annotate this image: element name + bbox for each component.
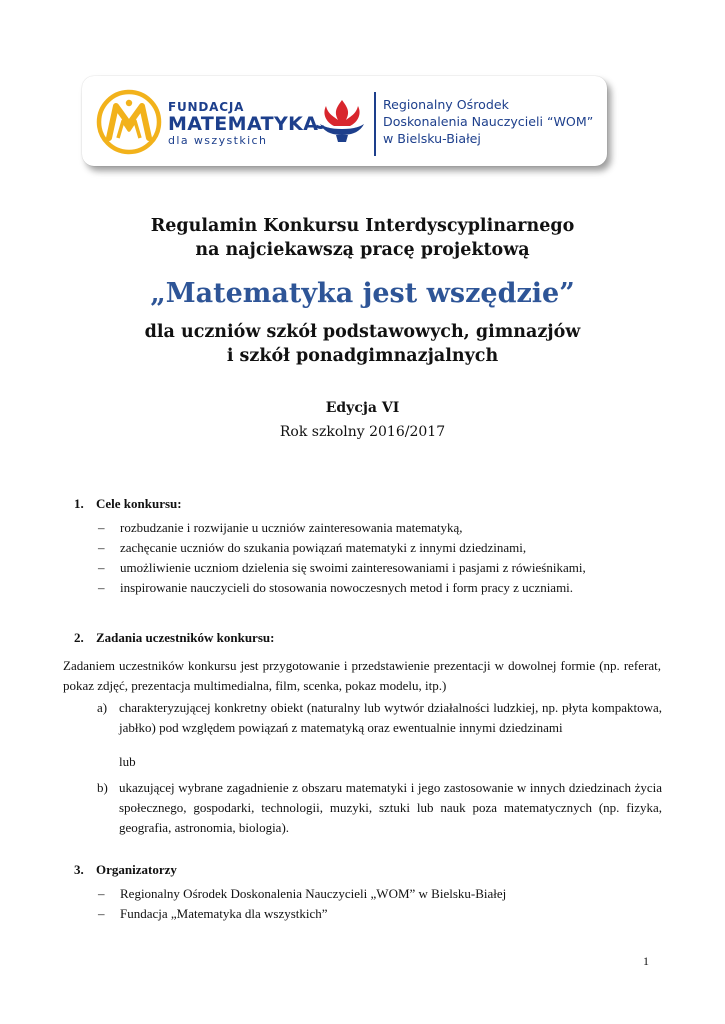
fundacja-m-emblem-icon — [96, 88, 162, 156]
goals-list — [98, 518, 586, 598]
dash-bullet: – — [98, 886, 105, 901]
wom-logo-divider — [374, 92, 376, 156]
section-title-text: Organizatorzy — [96, 862, 177, 877]
wom-logo-text — [383, 96, 593, 147]
wom-line1: Regionalny Ośrodek — [383, 97, 509, 112]
logo-dla-wszystkich-label: dla wszystkich — [168, 134, 268, 147]
subtitle-line-1: dla uczniów szkół podstawowych, gimnazjów — [144, 322, 581, 342]
option-b-label: b) — [97, 780, 108, 795]
school-year: Rok szkolny 2016/2017 — [279, 424, 446, 440]
title-block — [0, 214, 725, 442]
list-item — [98, 578, 586, 598]
dash-bullet: – — [98, 560, 105, 575]
option-a-label: a) — [97, 700, 108, 715]
tasks-intro-paragraph: Zadaniem uczestników konkursu jest przygotowanie i przedstawienie prezentacji w dowolnej formie (np. referat, pokaz zdjęć, prezentacja multimedialna, film, scenka, pokaz modelu, itp.) — [63, 658, 661, 693]
wom-flame-lamp-icon — [314, 96, 370, 146]
organizers-list — [98, 884, 506, 924]
competition-name: „Matematyka jest wszędzie” — [150, 278, 575, 309]
option-b-text: ukazującej wybrane zagadnienie z obszaru matematyki i jego zastosowanie w innych dziedzinach życia społecznego, gospodarki, technologii, muzyki, sztuki lub nauk poza matematycznych (np. fizyka, geografia, astronomia, biologia). — [119, 780, 662, 835]
section-number: 3. — [74, 862, 84, 877]
dash-bullet: – — [98, 540, 105, 555]
option-b — [97, 778, 662, 838]
fundacja-logo-text — [168, 101, 318, 147]
fundacja-matematyka-logo — [96, 88, 319, 156]
list-item-text: Fundacja „Matematyka dla wszystkich” — [120, 906, 328, 921]
section-organizers-title — [74, 860, 177, 880]
title-line-1: Regulamin Konkursu Interdyscyplinarnego — [150, 216, 575, 236]
list-item-text: rozbudzanie i rozwijanie u uczniów zainteresowania matematyką, — [120, 520, 463, 535]
or-connector: lub — [119, 754, 136, 769]
list-item-text: Regionalny Ośrodek Doskonalenia Nauczycieli „WOM” w Bielsku-Białej — [120, 886, 507, 901]
list-item — [98, 518, 586, 538]
section-title-text: Zadania uczestników konkursu: — [96, 630, 275, 645]
subtitle-line-2: i szkół ponadgimnazjalnych — [226, 346, 499, 366]
dash-bullet: – — [98, 520, 105, 535]
section-goals-title — [74, 494, 182, 514]
wom-line3: w Bielsku-Białej — [383, 131, 481, 146]
section-number: 1. — [74, 496, 84, 511]
section-tasks-title — [74, 628, 274, 648]
wom-logo — [314, 90, 599, 156]
edition-label: Edycja VI — [325, 400, 400, 416]
list-item-text: inspirowanie nauczycieli do stosowania nowoczesnych metod i form pracy z uczniami. — [120, 580, 574, 595]
logo-matematyka-label: MATEMATYKA — [168, 113, 319, 135]
option-a-text: charakteryzującej konkretny obiekt (naturalny lub wytwór działalności ludzkiej, np. płyta kompaktowa, jabłko) pod względem powiązań z matematyką oraz ewentualnie innymi dziedzinami — [119, 700, 662, 735]
list-item — [98, 884, 506, 904]
header-logos-box — [82, 76, 607, 166]
list-item — [98, 558, 586, 578]
title-line-2: na najciekawszą pracę projektową — [195, 240, 530, 260]
section-number: 2. — [74, 630, 84, 645]
list-item-text: zachęcanie uczniów do szukania powiązań matematyki z innymi dziedzinami, — [120, 540, 527, 555]
dash-bullet: – — [98, 580, 105, 595]
list-item-text: umożliwienie uczniom dzielenia się swoimi zainteresowaniami i pasjami z rówieśnikami, — [120, 560, 586, 575]
logo-fundacja-label: FUNDACJA — [168, 100, 245, 114]
dash-bullet: – — [98, 906, 105, 921]
option-a — [97, 698, 662, 738]
wom-line2: Doskonalenia Nauczycieli “WOM” — [383, 114, 594, 129]
list-item — [98, 904, 506, 924]
section-title-text: Cele konkursu: — [96, 496, 182, 511]
page-number: 1 — [643, 954, 649, 968]
list-item — [98, 538, 586, 558]
